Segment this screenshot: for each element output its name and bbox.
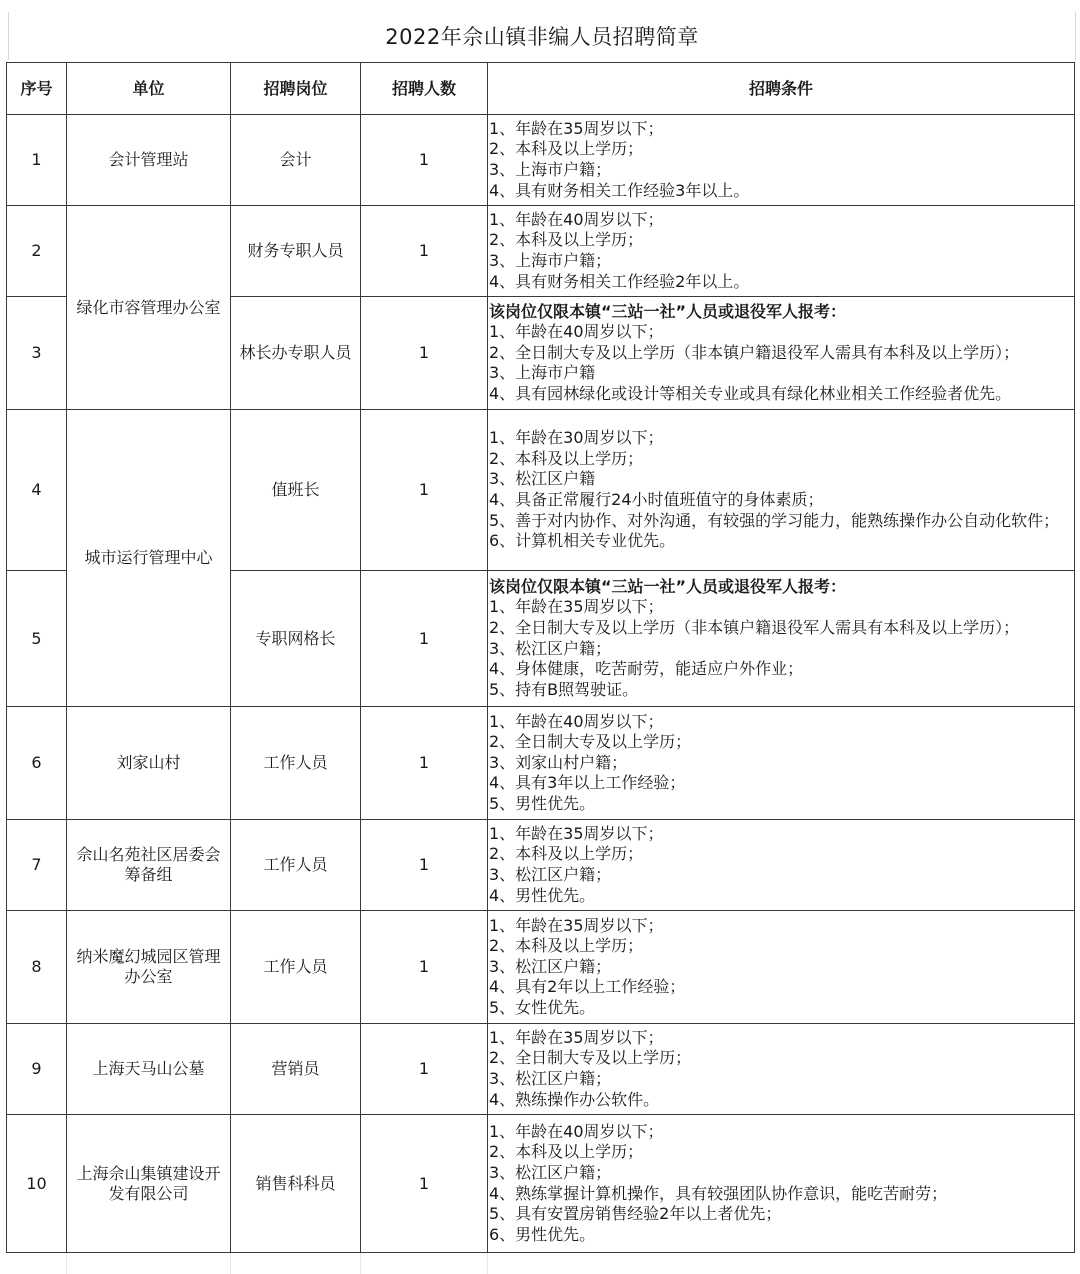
requirement-line: 2、本科及以上学历； <box>489 448 644 468</box>
seq-cell: 9 <box>7 1024 67 1115</box>
requirement-line: 1、年龄在35周岁以下； <box>489 118 664 138</box>
requirement-line: 3、松江区户籍； <box>489 638 612 658</box>
seq-cell: 1 <box>7 115 67 206</box>
count-cell: 1 <box>361 820 488 911</box>
seq-cell: 10 <box>7 1115 67 1253</box>
post-cell: 财务专职人员 <box>231 206 361 297</box>
requirement-line: 4、身体健康，吃苦耐劳，能适应户外作业； <box>489 659 804 679</box>
unit-cell: 佘山名苑社区居委会筹备组 <box>67 820 231 911</box>
requirements-cell <box>488 115 1075 206</box>
requirement-line: 1、年龄在40周岁以下； <box>489 209 664 229</box>
requirement-line: 1、年龄在35周岁以下； <box>489 823 664 843</box>
table-row <box>7 820 1075 911</box>
requirement-line: 1、年龄在30周岁以下； <box>489 428 664 448</box>
requirement-line: 5、女性优先。 <box>489 997 596 1017</box>
header-count: 招聘人数 <box>361 63 488 115</box>
count-cell: 1 <box>361 571 488 707</box>
requirement-line: 2、本科及以上学历； <box>489 936 644 956</box>
requirement-line: 2、本科及以上学历； <box>489 139 644 159</box>
requirement-line: 2、全日制大专及以上学历； <box>489 1048 692 1068</box>
seq-cell: 2 <box>7 206 67 297</box>
requirements-cell <box>488 206 1075 297</box>
requirement-line: 4、具有财务相关工作经验3年以上。 <box>489 180 750 200</box>
requirement-line: 5、持有B照驾驶证。 <box>489 679 639 699</box>
requirement-line: 6、男性优先。 <box>489 1224 596 1244</box>
requirements-cell <box>488 1024 1075 1115</box>
requirement-line: 3、松江区户籍； <box>489 865 612 884</box>
requirement-line: 6、计算机相关专业优先。 <box>489 531 676 551</box>
recruitment-table <box>6 62 1075 1253</box>
requirements-cell <box>488 911 1075 1024</box>
header-unit: 单位 <box>67 63 231 115</box>
requirement-line: 2、本科及以上学历； <box>489 230 644 250</box>
requirement-line: 2、本科及以上学历； <box>489 1142 644 1162</box>
table-row <box>7 911 1075 1024</box>
post-cell: 林长办专职人员 <box>231 297 361 410</box>
count-cell: 1 <box>361 297 488 410</box>
post-cell: 值班长 <box>231 410 361 571</box>
requirement-line: 1、年龄在40周岁以下； <box>489 711 664 731</box>
header-post: 招聘岗位 <box>231 63 361 115</box>
requirement-lead: 该岗位仅限本镇“三站一社”人员或退役军人报考： <box>489 576 847 596</box>
table-row <box>7 707 1075 820</box>
post-cell: 会计 <box>231 115 361 206</box>
requirement-line: 4、熟练掌握计算机操作，具有较强团队协作意识，能吃苦耐劳； <box>489 1183 948 1203</box>
table-row <box>7 115 1075 206</box>
requirement-line: 5、男性优先。 <box>489 793 596 813</box>
footer-gridlines <box>6 1253 1074 1274</box>
seq-cell: 8 <box>7 911 67 1024</box>
requirement-line: 3、上海市户籍； <box>489 251 612 270</box>
seq-cell: 7 <box>7 820 67 911</box>
requirement-line: 4、熟练操作办公软件。 <box>489 1089 660 1109</box>
page-title: 2022年佘山镇非编人员招聘简章 <box>8 12 1076 60</box>
count-cell: 1 <box>361 410 488 571</box>
table-row <box>7 1115 1075 1253</box>
requirement-line: 5、善于对内协作、对外沟通，有较强的学习能力，能熟练操作办公自动化软件； <box>489 510 1060 530</box>
header-seq: 序号 <box>7 63 67 115</box>
requirements-cell <box>488 297 1075 410</box>
requirements-cell <box>488 410 1075 571</box>
seq-cell: 5 <box>7 571 67 707</box>
requirement-line: 2、全日制大专及以上学历（非本镇户籍退役军人需具有本科及以上学历）； <box>489 617 1020 637</box>
post-cell: 工作人员 <box>231 707 361 820</box>
requirement-line: 1、年龄在35周岁以下； <box>489 915 664 935</box>
post-cell: 专职网格长 <box>231 571 361 707</box>
requirement-line: 4、具有3年以上工作经验； <box>489 773 686 793</box>
unit-cell: 纳米魔幻城园区管理办公室 <box>67 911 231 1024</box>
requirement-line: 3、上海市户籍 <box>489 363 596 383</box>
requirement-line: 3、松江区户籍； <box>489 956 612 976</box>
requirement-line: 4、男性优先。 <box>489 885 596 905</box>
requirement-line: 1、年龄在40周岁以下； <box>489 322 664 342</box>
post-cell: 营销员 <box>231 1024 361 1115</box>
header-requirements: 招聘条件 <box>488 63 1075 115</box>
requirement-lead: 该岗位仅限本镇“三站一社”人员或退役军人报考： <box>489 301 847 321</box>
requirement-line: 4、具备正常履行24小时值班值守的身体素质； <box>489 490 824 509</box>
post-cell: 销售科科员 <box>231 1115 361 1253</box>
requirement-line: 3、松江区户籍； <box>489 1069 612 1088</box>
unit-cell: 会计管理站 <box>67 115 231 206</box>
unit-cell: 刘家山村 <box>67 707 231 820</box>
count-cell: 1 <box>361 911 488 1024</box>
count-cell: 1 <box>361 1024 488 1115</box>
requirement-line: 1、年龄在35周岁以下； <box>489 597 664 617</box>
unit-cell: 城市运行管理中心 <box>67 410 231 707</box>
count-cell: 1 <box>361 1115 488 1253</box>
requirement-line: 2、全日制大专及以上学历（非本镇户籍退役军人需具有本科及以上学历）； <box>489 342 1020 362</box>
count-cell: 1 <box>361 115 488 206</box>
requirements-cell <box>488 571 1075 707</box>
requirement-line: 2、本科及以上学历； <box>489 844 644 864</box>
requirement-line: 3、松江区户籍； <box>489 1162 612 1182</box>
count-cell: 1 <box>361 206 488 297</box>
requirement-line: 3、刘家山村户籍； <box>489 752 628 772</box>
requirements-cell <box>488 1115 1075 1253</box>
unit-cell: 绿化市容管理办公室 <box>67 206 231 410</box>
requirement-line: 1、年龄在40周岁以下； <box>489 1121 664 1141</box>
requirement-line: 2、全日制大专及以上学历； <box>489 732 692 752</box>
requirements-cell <box>488 820 1075 911</box>
unit-cell: 上海天马山公墓 <box>67 1024 231 1115</box>
table-row <box>7 1024 1075 1115</box>
post-cell: 工作人员 <box>231 911 361 1024</box>
requirement-line: 3、上海市户籍； <box>489 160 612 179</box>
requirement-line: 4、具有园林绿化或设计等相关专业或具有绿化林业相关工作经验者优先。 <box>489 383 1012 403</box>
requirement-line: 4、具有2年以上工作经验； <box>489 977 686 997</box>
table-row <box>7 410 1075 571</box>
post-cell: 工作人员 <box>231 820 361 911</box>
seq-cell: 3 <box>7 297 67 410</box>
table-row <box>7 206 1075 297</box>
unit-cell: 上海佘山集镇建设开发有限公司 <box>67 1115 231 1253</box>
requirements-cell <box>488 707 1075 820</box>
requirement-line: 4、具有财务相关工作经验2年以上。 <box>489 271 750 291</box>
seq-cell: 6 <box>7 707 67 820</box>
requirement-line: 1、年龄在35周岁以下； <box>489 1027 664 1047</box>
seq-cell: 4 <box>7 410 67 571</box>
requirement-line: 5、具有安置房销售经验2年以上者优先； <box>489 1204 782 1224</box>
count-cell: 1 <box>361 707 488 820</box>
requirement-line: 3、松江区户籍 <box>489 469 596 489</box>
header-row <box>7 63 1075 115</box>
